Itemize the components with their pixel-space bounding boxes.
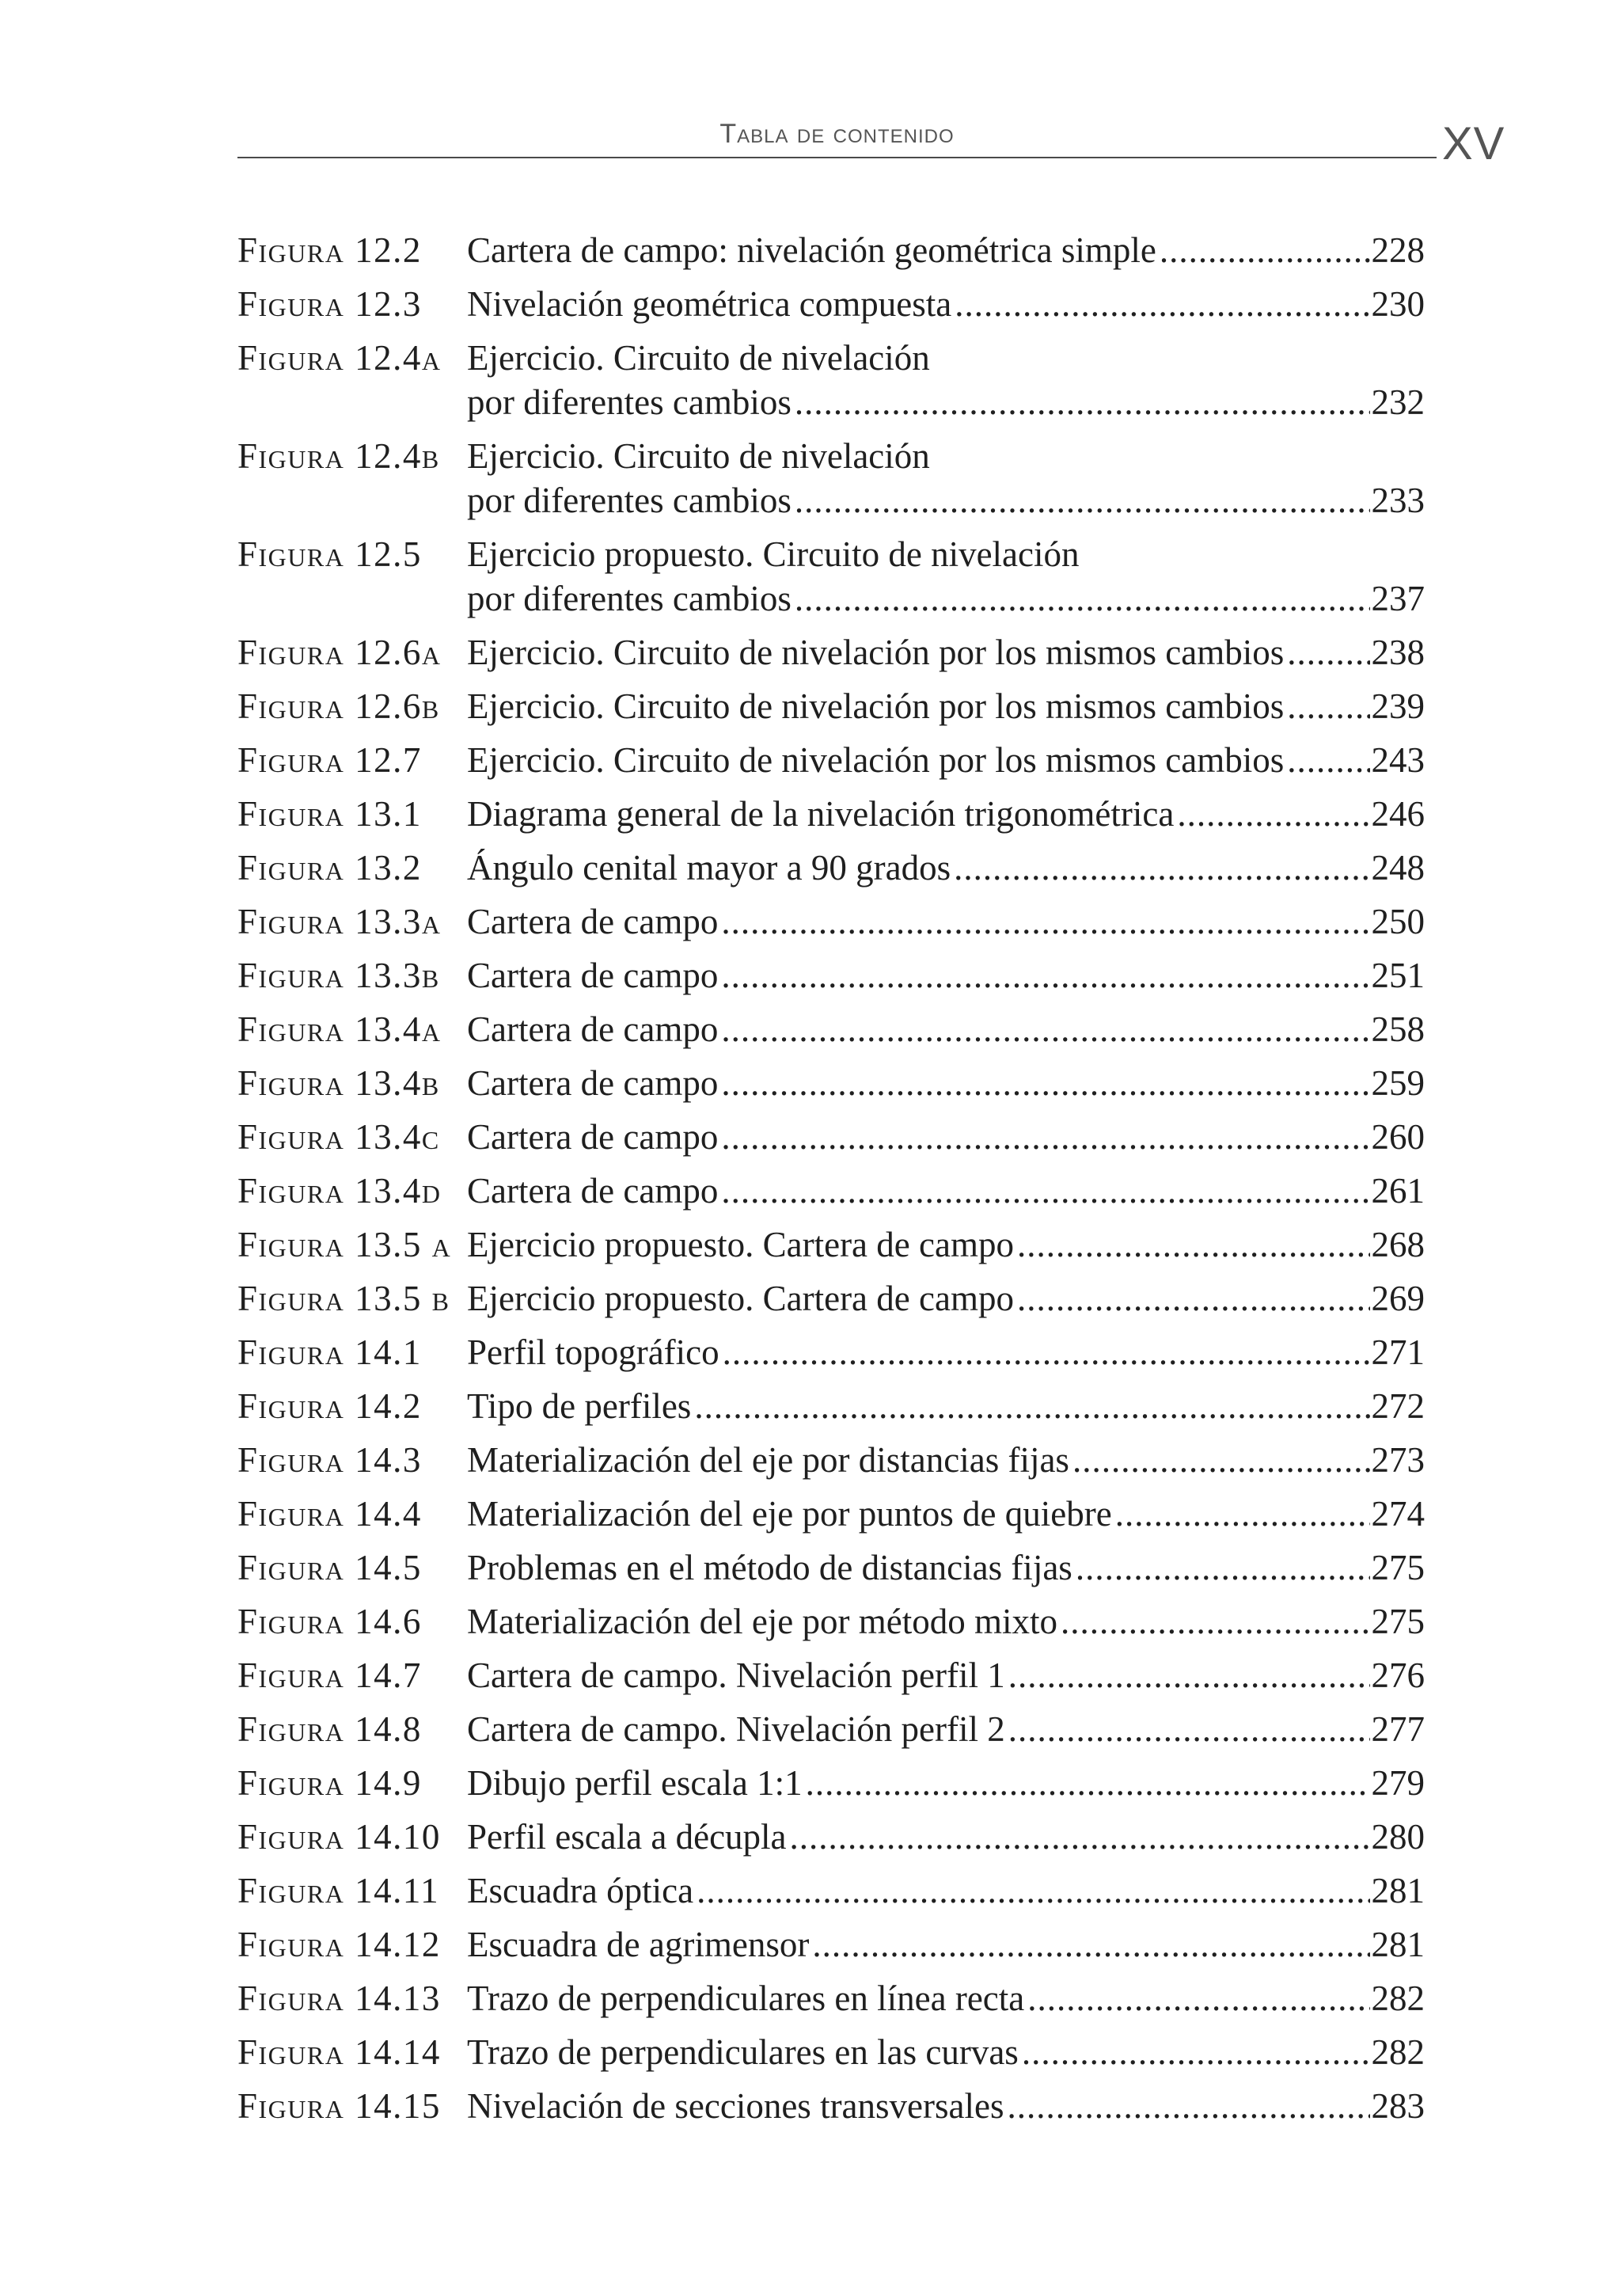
entry-title: Ejercicio. Circuito de nivelación por los mismos cambios	[467, 740, 1285, 780]
figure-label: Figura 14.2	[237, 1386, 422, 1426]
toc-entry	[237, 434, 1425, 523]
entry-body	[467, 532, 1425, 621]
figure-label: Figura 14.10	[237, 1817, 441, 1857]
dot-leader	[812, 1922, 1369, 1967]
toc-entry	[237, 1007, 1425, 1051]
dot-leader	[721, 1115, 1369, 1159]
dot-leader	[694, 1384, 1369, 1428]
toc-entry	[237, 738, 1425, 782]
figure-label: Figura 13.4d	[237, 1171, 442, 1211]
leader-line	[467, 846, 1425, 890]
entry-page-number: 275	[1371, 1602, 1425, 1641]
entry-page-number: 275	[1371, 1548, 1425, 1587]
toc-entry	[237, 532, 1425, 621]
leader-line	[467, 738, 1425, 782]
entry-page-number: 272	[1371, 1386, 1425, 1426]
entry-page-number: 276	[1371, 1655, 1425, 1695]
entry-body	[467, 630, 1425, 675]
leader-line	[467, 228, 1425, 272]
dot-leader	[1061, 1599, 1370, 1644]
toc-entry	[237, 1061, 1425, 1105]
leader-line	[467, 684, 1425, 728]
toc-entry	[237, 2084, 1425, 2128]
toc-entry	[237, 1384, 1425, 1428]
entry-body	[467, 1492, 1425, 1536]
dot-leader	[1115, 1492, 1370, 1536]
entry-title: Ángulo cenital mayor a 90 grados	[467, 848, 951, 888]
entry-body	[467, 1761, 1425, 1805]
figure-label: Figura 14.12	[237, 1925, 441, 1964]
entry-title: Materialización del eje por puntos de quiebre	[467, 1494, 1112, 1534]
entry-body	[467, 1976, 1425, 2020]
entry-page-number: 238	[1371, 633, 1425, 672]
entry-title: Ejercicio. Circuito de nivelación por los mismos cambios	[467, 633, 1285, 672]
figure-label: Figura 13.3a	[237, 902, 442, 941]
toc-entry	[237, 1922, 1425, 1967]
entry-title: Ejercicio propuesto. Cartera de campo	[467, 1279, 1014, 1318]
entry-page-number: 230	[1371, 284, 1425, 324]
toc-entry	[237, 282, 1425, 326]
leader-line	[467, 576, 1425, 621]
leader-line	[467, 1438, 1425, 1482]
toc-entry	[237, 1492, 1425, 1536]
dot-leader	[723, 1330, 1370, 1374]
entry-title-first-line: Ejercicio propuesto. Circuito de nivelación	[467, 534, 1080, 574]
figure-label: Figura 12.6a	[237, 633, 442, 672]
dot-leader	[1177, 792, 1369, 836]
entry-body	[467, 1438, 1425, 1482]
entry-page-number: 273	[1371, 1440, 1425, 1480]
entry-title: Diagrama general de la nivelación trigonométrica	[467, 794, 1175, 834]
entry-title: por diferentes cambios	[467, 579, 792, 618]
toc-entry	[237, 336, 1425, 424]
entry-page-number: 282	[1371, 1979, 1425, 2018]
toc-entry	[237, 1707, 1425, 1751]
dot-leader	[697, 1868, 1369, 1913]
entry-body	[467, 1922, 1425, 1967]
entry-body	[467, 846, 1425, 890]
dot-leader	[1007, 2084, 1369, 2128]
dot-leader	[1287, 738, 1369, 782]
figure-label: Figura 12.4a	[237, 338, 442, 378]
dot-leader	[1017, 1276, 1370, 1321]
figure-label: Figura 13.4a	[237, 1009, 442, 1049]
figure-label: Figura 13.4b	[237, 1063, 440, 1103]
entry-body	[467, 1815, 1425, 1859]
entry-title-first-line: Ejercicio. Circuito de nivelación	[467, 436, 930, 476]
toc-entry	[237, 1115, 1425, 1159]
toc-entry	[237, 1976, 1425, 2020]
figure-label: Figura 14.8	[237, 1709, 422, 1749]
dot-leader	[721, 1169, 1369, 1213]
figure-label: Figura 14.4	[237, 1494, 422, 1534]
leader-line	[467, 1276, 1425, 1321]
entry-title: Cartera de campo	[467, 902, 719, 941]
entry-body	[467, 1169, 1425, 1213]
entry-page-number: 246	[1371, 794, 1425, 834]
entry-page-number: 269	[1371, 1279, 1425, 1318]
toc-entry	[237, 792, 1425, 836]
toc-entry	[237, 1545, 1425, 1590]
toc-entry	[237, 1815, 1425, 1859]
entry-title: Nivelación de secciones transversales	[467, 2086, 1004, 2126]
dot-leader	[1017, 1222, 1370, 1267]
entry-body	[467, 1653, 1425, 1697]
entry-title: Cartera de campo	[467, 1009, 719, 1049]
dot-leader	[1072, 1438, 1370, 1482]
leader-line	[467, 1761, 1425, 1805]
figure-label: Figura 14.3	[237, 1440, 422, 1480]
entry-page-number: 243	[1371, 740, 1425, 780]
entry-body	[467, 1868, 1425, 1913]
dot-leader	[1287, 630, 1369, 675]
figure-label: Figura 14.14	[237, 2032, 441, 2072]
leader-line	[467, 1599, 1425, 1644]
entry-body	[467, 899, 1425, 944]
entry-page-number: 259	[1371, 1063, 1425, 1103]
figure-label: Figura 13.4c	[237, 1117, 440, 1157]
figure-label: Figura 12.2	[237, 230, 422, 270]
entry-page-number: 228	[1371, 230, 1425, 270]
entry-page-number: 232	[1371, 382, 1425, 422]
toc-entry	[237, 630, 1425, 675]
dot-leader	[721, 1007, 1369, 1051]
toc-entry	[237, 1330, 1425, 1374]
dot-leader	[1160, 228, 1370, 272]
entry-page-number: 281	[1371, 1871, 1425, 1910]
leader-line	[467, 478, 1425, 523]
figure-label: Figura 14.11	[237, 1871, 440, 1910]
toc-entry	[237, 846, 1425, 890]
leader-line	[467, 2030, 1425, 2074]
leader-line	[467, 1169, 1425, 1213]
figure-label: Figura 13.1	[237, 794, 422, 834]
figure-label: Figura 12.5	[237, 534, 422, 574]
entry-body	[467, 738, 1425, 782]
entry-title: Materialización del eje por distancias fijas	[467, 1440, 1069, 1480]
entry-page-number: 261	[1371, 1171, 1425, 1211]
toc-entry	[237, 1276, 1425, 1321]
dot-leader	[1076, 1545, 1370, 1590]
running-header	[237, 119, 1437, 160]
entry-page-number: 268	[1371, 1225, 1425, 1264]
toc-entry	[237, 1761, 1425, 1805]
entry-title: Perfil topográfico	[467, 1332, 719, 1372]
entry-title: Ejercicio. Circuito de nivelación por los mismos cambios	[467, 686, 1285, 726]
entry-page-number: 281	[1371, 1925, 1425, 1964]
leader-line	[467, 2084, 1425, 2128]
leader-line	[467, 1815, 1425, 1859]
entry-page-number: 274	[1371, 1494, 1425, 1534]
page-number: XV	[1442, 118, 1505, 169]
entry-body	[467, 2030, 1425, 2074]
entry-title: por diferentes cambios	[467, 382, 792, 422]
leader-line	[467, 1061, 1425, 1105]
entry-body	[467, 792, 1425, 836]
dot-leader	[1008, 1707, 1370, 1751]
entry-title: Perfil escala a décupla	[467, 1817, 787, 1857]
entry-title: Tipo de perfiles	[467, 1386, 692, 1426]
dot-leader	[795, 478, 1370, 523]
dot-leader	[1008, 1653, 1370, 1697]
toc-entry	[237, 1653, 1425, 1697]
entry-page-number: 239	[1371, 686, 1425, 726]
toc-entry	[237, 2030, 1425, 2074]
entry-page-number: 277	[1371, 1709, 1425, 1749]
dot-leader	[1287, 684, 1369, 728]
entry-body	[467, 1276, 1425, 1321]
dot-leader	[954, 846, 1369, 890]
dot-leader	[795, 576, 1370, 621]
entry-title: Trazo de perpendiculares en línea recta	[467, 1979, 1025, 2018]
figure-label: Figura 12.7	[237, 740, 422, 780]
entry-title: Ejercicio propuesto. Cartera de campo	[467, 1225, 1014, 1264]
figure-label: Figura 14.1	[237, 1332, 422, 1372]
leader-line	[467, 1384, 1425, 1428]
leader-line	[467, 953, 1425, 998]
entry-title: Escuadra óptica	[467, 1871, 694, 1910]
entry-title: Escuadra de agrimensor	[467, 1925, 810, 1964]
figure-label: Figura 14.5	[237, 1548, 422, 1587]
leader-line	[467, 1222, 1425, 1267]
entry-page-number: 271	[1371, 1332, 1425, 1372]
figure-label: Figura 13.2	[237, 848, 422, 888]
entry-page-number: 237	[1371, 579, 1425, 618]
dot-leader	[806, 1761, 1370, 1805]
leader-line	[467, 899, 1425, 944]
leader-line	[467, 1653, 1425, 1697]
dot-leader	[721, 953, 1369, 998]
leader-line	[467, 1922, 1425, 1967]
entry-title: Cartera de campo	[467, 1063, 719, 1103]
leader-line	[467, 1492, 1425, 1536]
entry-body	[467, 684, 1425, 728]
dot-leader	[795, 380, 1370, 424]
entry-body	[467, 1061, 1425, 1105]
entry-body	[467, 1222, 1425, 1267]
leader-line	[467, 1976, 1425, 2020]
entry-title: Cartera de campo. Nivelación perfil 1	[467, 1655, 1005, 1695]
figure-label: Figura 14.15	[237, 2086, 441, 2126]
figure-label: Figura 13.5 a	[237, 1225, 452, 1264]
entry-page-number: 250	[1371, 902, 1425, 941]
leader-line	[467, 1007, 1425, 1051]
leader-line	[467, 1868, 1425, 1913]
entry-page-number: 233	[1371, 481, 1425, 520]
toc-entry	[237, 1599, 1425, 1644]
dot-leader	[721, 899, 1369, 944]
toc-entry	[237, 1169, 1425, 1213]
leader-line	[467, 1545, 1425, 1590]
toc-entry	[237, 1438, 1425, 1482]
entry-page-number: 260	[1371, 1117, 1425, 1157]
entry-body	[467, 336, 1425, 424]
figure-label: Figura 14.7	[237, 1655, 422, 1695]
entry-body	[467, 434, 1425, 523]
entry-body	[467, 2084, 1425, 2128]
figure-label: Figura 13.5 b	[237, 1279, 450, 1318]
figure-label: Figura 14.13	[237, 1979, 441, 2018]
dot-leader	[955, 282, 1369, 326]
entry-page-number: 280	[1371, 1817, 1425, 1857]
entry-title-first-line: Ejercicio. Circuito de nivelación	[467, 338, 930, 378]
figure-label: Figura 12.3	[237, 284, 422, 324]
entry-title: Cartera de campo. Nivelación perfil 2	[467, 1709, 1005, 1749]
leader-line	[467, 1330, 1425, 1374]
figure-label: Figura 13.3b	[237, 956, 440, 995]
entry-body	[467, 1330, 1425, 1374]
figure-label: Figura 12.6b	[237, 686, 440, 726]
entry-title: Materialización del eje por método mixto	[467, 1602, 1057, 1641]
entry-page-number: 282	[1371, 2032, 1425, 2072]
entry-title: Trazo de perpendiculares en las curvas	[467, 2032, 1019, 2072]
entry-title: Nivelación geométrica compuesta	[467, 284, 952, 324]
leader-line	[467, 1707, 1425, 1751]
leader-line	[467, 1115, 1425, 1159]
leader-line	[467, 630, 1425, 675]
entry-body	[467, 228, 1425, 272]
list-of-figures	[237, 228, 1425, 2138]
entry-page-number: 248	[1371, 848, 1425, 888]
toc-entry	[237, 1222, 1425, 1267]
dot-leader	[1022, 2030, 1370, 2074]
entry-body	[467, 1545, 1425, 1590]
entry-page-number: 279	[1371, 1763, 1425, 1803]
entry-title: Cartera de campo	[467, 1171, 719, 1211]
entry-body	[467, 1707, 1425, 1751]
entry-page-number: 251	[1371, 956, 1425, 995]
header-rule	[237, 157, 1437, 158]
toc-entry	[237, 684, 1425, 728]
entry-page-number: 283	[1371, 2086, 1425, 2126]
entry-title: Cartera de campo	[467, 956, 719, 995]
dot-leader	[790, 1815, 1370, 1859]
running-title: Tabla de contenido	[719, 119, 955, 149]
toc-entry	[237, 899, 1425, 944]
entry-body	[467, 282, 1425, 326]
entry-body	[467, 1007, 1425, 1051]
entry-body	[467, 1599, 1425, 1644]
dot-leader	[721, 1061, 1369, 1105]
toc-entry	[237, 953, 1425, 998]
entry-title: Problemas en el método de distancias fijas	[467, 1548, 1072, 1587]
entry-title: Dibujo perfil escala 1:1	[467, 1763, 803, 1803]
entry-title: Cartera de campo	[467, 1117, 719, 1157]
toc-entry	[237, 1868, 1425, 1913]
leader-line	[467, 380, 1425, 424]
figure-label: Figura 14.9	[237, 1763, 422, 1803]
dot-leader	[1027, 1976, 1369, 2020]
leader-line	[467, 282, 1425, 326]
entry-page-number: 258	[1371, 1009, 1425, 1049]
figure-label: Figura 12.4b	[237, 436, 440, 476]
leader-line	[467, 792, 1425, 836]
entry-body	[467, 953, 1425, 998]
entry-body	[467, 1115, 1425, 1159]
toc-entry	[237, 228, 1425, 272]
figure-label: Figura 14.6	[237, 1602, 422, 1641]
entry-title: Cartera de campo: nivelación geométrica simple	[467, 230, 1156, 270]
entry-title: por diferentes cambios	[467, 481, 792, 520]
entry-body	[467, 1384, 1425, 1428]
